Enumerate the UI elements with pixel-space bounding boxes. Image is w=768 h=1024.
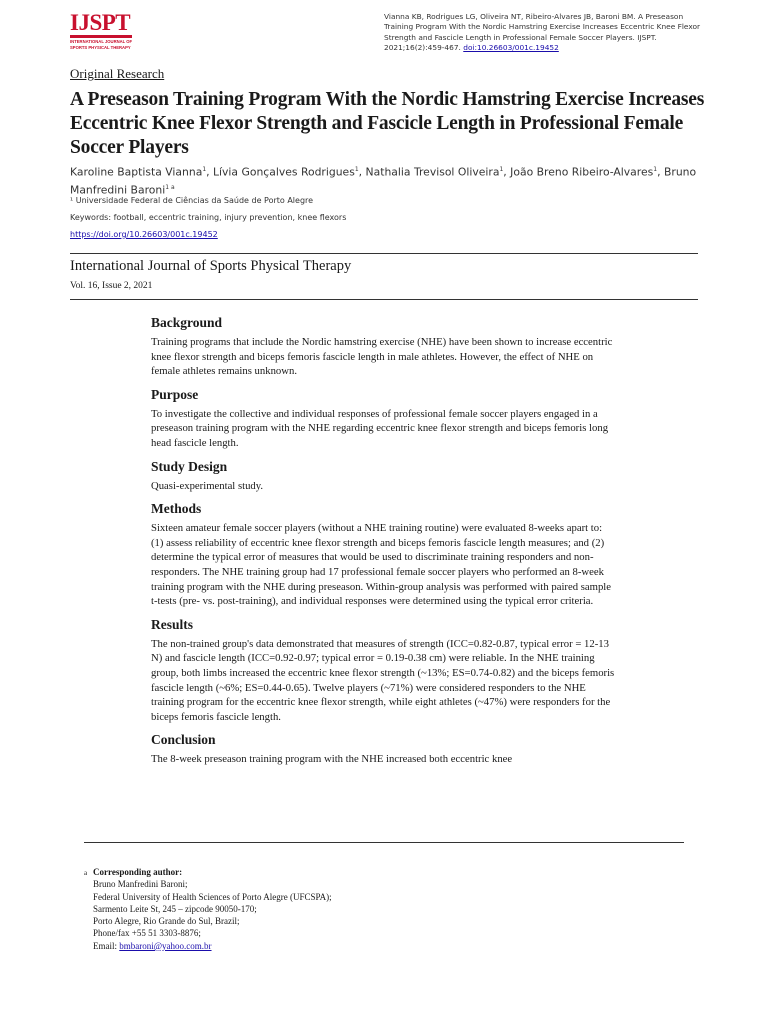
citation-text: Vianna KB, Rodrigues LG, Oliveira NT, Ribeiro-Alvares JB, Baroni BM. A Preseason Training Program With the Nordic Hamstring Exercise Increases Eccentric Knee Flexor Strength and Fascicle Length in Professional Female Soccer Players. IJSPT. 2021;16(2):459-467. [384, 12, 701, 53]
article-title: A Preseason Training Program With the Nordic Hamstring Exercise Increases Eccentric Knee Flexor Strength and Fascicle Length in Professional Female Soccer Players [70, 89, 705, 158]
author-name: Nathalia Trevisol Oliveira [365, 165, 500, 179]
author-name: João Breno Ribeiro-Alvares [510, 165, 654, 179]
abstract-heading: Study Design [151, 458, 228, 474]
email-link[interactable]: bmbaroni@yahoo.com.br [119, 940, 212, 951]
author-list: Karoline Baptista Vianna$^1$, Lívia Gonçalves Rodrigues$^1$, Nathalia Trevisol Oliveira$^1$, João Breno Ribeiro-Alvares$^1$, Bruno Manfredini Baroni$^{1 a}$ [70, 165, 697, 197]
abstract-text: To investigate the collective and individual responses of professional female soccer players engaged in a preseason training program with the NHE regarding eccentric knee flexor strength and biceps femoris long head fascicle length. [151, 407, 609, 449]
footnote-line: Bruno Manfredini Baroni; [93, 879, 188, 890]
footnote-line: Porto Alegre, Rio Grande do Sul, Brazil; [93, 916, 240, 927]
footnote-mark: a [84, 869, 88, 877]
abstract-heading: Results [151, 616, 194, 632]
footnote-line: Phone/fax +55 51 3303-8876; [93, 928, 201, 939]
citation-doi-link[interactable]: doi:10.26603/001c.19452 [463, 43, 559, 53]
article-type: Original Research [70, 66, 165, 81]
abstract-heading: Conclusion [151, 732, 216, 748]
corresponding-author-footnote [84, 866, 332, 952]
logo-subtitle-1: INTERNATIONAL JOURNAL OF [70, 39, 133, 44]
author-name: Bruno Manfredini Baroni [70, 165, 697, 197]
divider [70, 253, 698, 254]
abstract-text: Training programs that include the Nordic hamstring exercise (NHE) have been shown to increase eccentric knee flexor strength and biceps femoris fascicle length in male athletes. However, the effect of NHE on female athletes remains unknown. [151, 336, 613, 378]
footnote-label: Corresponding author: [93, 867, 183, 877]
author-affiliation-mark: 1 [202, 166, 207, 173]
abstract-text: Quasi-experimental study. [151, 479, 264, 492]
author-affiliation-mark: 1 [653, 166, 658, 173]
abstract-text: The non-trained group's data demonstrated that measures of strength (ICC=0.82-0.87, typical error = 12-13 N) and fascicle length (ICC=0.92-0.97; typical error = 0.19-0.38 cm) were reliable. In the NHE training group, both limbs increased the eccentric knee flexor strength (~13%; ES=0.74-0.82) and the biceps femoris fascicle length (~6%; ES=0.44-0.65). Twelve players (~71%) were considered responders to the NHE training program for the eccentric knee flexor strength, while eight athletes (~47%) were responders for the biceps femoris fascicle length. [151, 637, 615, 723]
author-name: Lívia Gonçalves Rodrigues [213, 165, 355, 179]
footnote-line: Federal University of Health Sciences of Porto Alegre (UFCSPA); [93, 891, 332, 902]
email-label: Email: [93, 940, 120, 951]
divider [70, 299, 698, 300]
author-name: Karoline Baptista Vianna [70, 165, 203, 179]
abstract-text: The 8-week preseason training program with the NHE increased both eccentric knee [151, 753, 513, 766]
abstract [151, 314, 617, 774]
footnote-line: Sarmento Leite St, 245 – zipcode 90050-170; [93, 903, 257, 914]
author-affiliation-mark: 1 [354, 166, 359, 173]
journal-name: International Journal of Sports Physical Therapy [70, 258, 352, 274]
doi-link[interactable]: https://doi.org/10.26603/001c.19452 [70, 230, 218, 239]
abstract-heading: Methods [151, 501, 202, 517]
logo-subtitle-2: SPORTS PHYSICAL THERAPY [70, 45, 131, 50]
citation [384, 12, 702, 54]
author-affiliation-mark: 1 a [165, 183, 175, 191]
affiliation: ¹ Universidade Federal de Ciências da Saúde de Porto Alegre [70, 196, 314, 205]
footnote-divider [84, 842, 684, 843]
logo-rule [70, 35, 132, 38]
abstract-heading: Purpose [151, 386, 199, 402]
volume-issue: Vol. 16, Issue 2, 2021 [70, 281, 153, 291]
keywords: Keywords: football, eccentric training, injury prevention, knee flexors [70, 213, 347, 222]
abstract-heading: Background [151, 315, 223, 330]
logo-text: IJSPT [70, 10, 131, 35]
abstract-text: Sixteen amateur female soccer players (without a NHE training routine) were evaluated 8-weeks apart to: (1) assess reliability of eccentric knee flexor strength and biceps femoris fascicle length measures; and (2) determine the typical error of measures that would be used to discriminate training responders and non-responders. The NHE training group had 17 professional female soccer players who performed an 8-week training program with the NHE during preseason. Within-group analysis was performed with paired sample t-tests (pre- vs. post-training), and individual responses were determined using the typical error criteria. [151, 522, 612, 608]
author-affiliation-mark: 1 [499, 166, 504, 173]
journal-logo [70, 12, 134, 50]
